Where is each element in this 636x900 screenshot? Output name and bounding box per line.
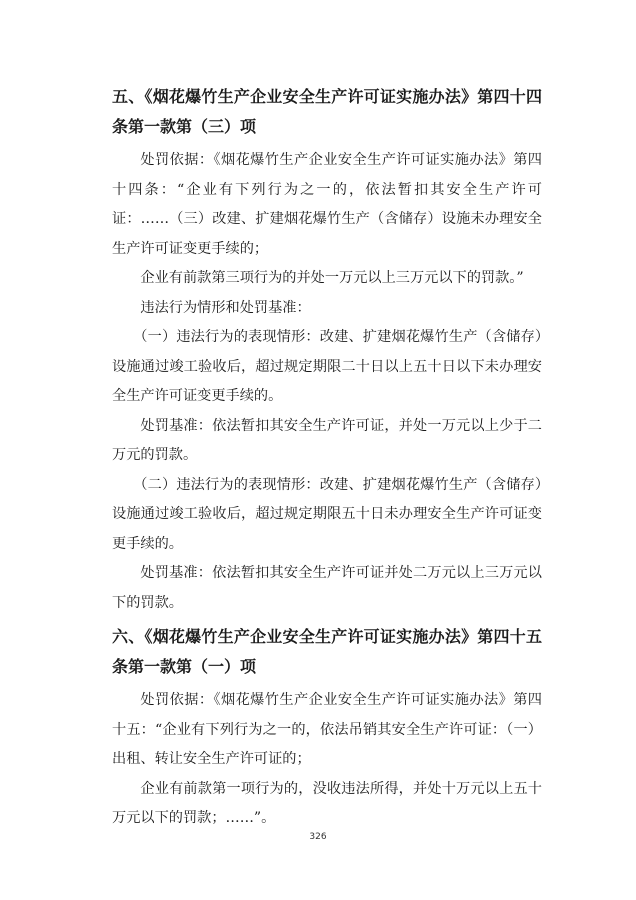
paragraph-penalty-basis: 处罚依据：《烟花爆竹生产企业安全生产许可证实施办法》第四十五：“企业有下列行为之一的，依法吊销其安全生产许可证：（一）出租、转让安全生产许可证的； bbox=[112, 692, 542, 767]
document-body bbox=[112, 82, 542, 834]
section-five bbox=[112, 82, 542, 618]
paragraph-fine-clause: 企业有前款第一项行为的，没收违法所得，并处十万元以上五十万元以下的罚款；……”。 bbox=[112, 780, 542, 826]
page-number: 326 bbox=[309, 832, 327, 842]
paragraph-situation-one: （一）违法行为的表现情形：改建、扩建烟花爆竹生产（含储存）设施通过竣工验收后，超过规定期限二十日以上五十日以下未办理安全生产许可证变更手续的。 bbox=[112, 329, 542, 404]
paragraph-penalty-basis: 处罚依据：《烟花爆竹生产企业安全生产许可证实施办法》第四十四条：“企业有下列行为之一的，依法暂扣其安全生产许可证：……（三）改建、扩建烟花爆竹生产（含储存）设施未办理安全生产许可证变更手续的； bbox=[112, 152, 542, 257]
section-six bbox=[112, 622, 542, 834]
section-heading: 五、《烟花爆竹生产企业安全生产许可证实施办法》第四十四条第一款第（三）项 bbox=[112, 87, 542, 136]
paragraph-criteria-label: 违法行为情形和处罚基准： bbox=[140, 299, 311, 316]
paragraph-situation-two: （二）违法行为的表现情形：改建、扩建烟花爆竹生产（含储存）设施通过竣工验收后，超过规定期限五十日未办理安全生产许可证变更手续的。 bbox=[112, 476, 542, 552]
section-heading: 六、《烟花爆竹生产企业安全生产许可证实施办法》第四十五条第一款第（一）项 bbox=[112, 627, 542, 676]
paragraph-standard-two: 处罚基准：依法暂扣其安全生产许可证并处二万元以上三万元以下的罚款。 bbox=[112, 565, 542, 611]
paragraph-fine-clause: 企业有前款第三项行为的并处一万元以上三万元以下的罚款。” bbox=[140, 270, 524, 286]
paragraph-standard-one: 处罚基准：依法暂扣其安全生产许可证，并处一万元以上少于二万元的罚款。 bbox=[112, 417, 542, 463]
